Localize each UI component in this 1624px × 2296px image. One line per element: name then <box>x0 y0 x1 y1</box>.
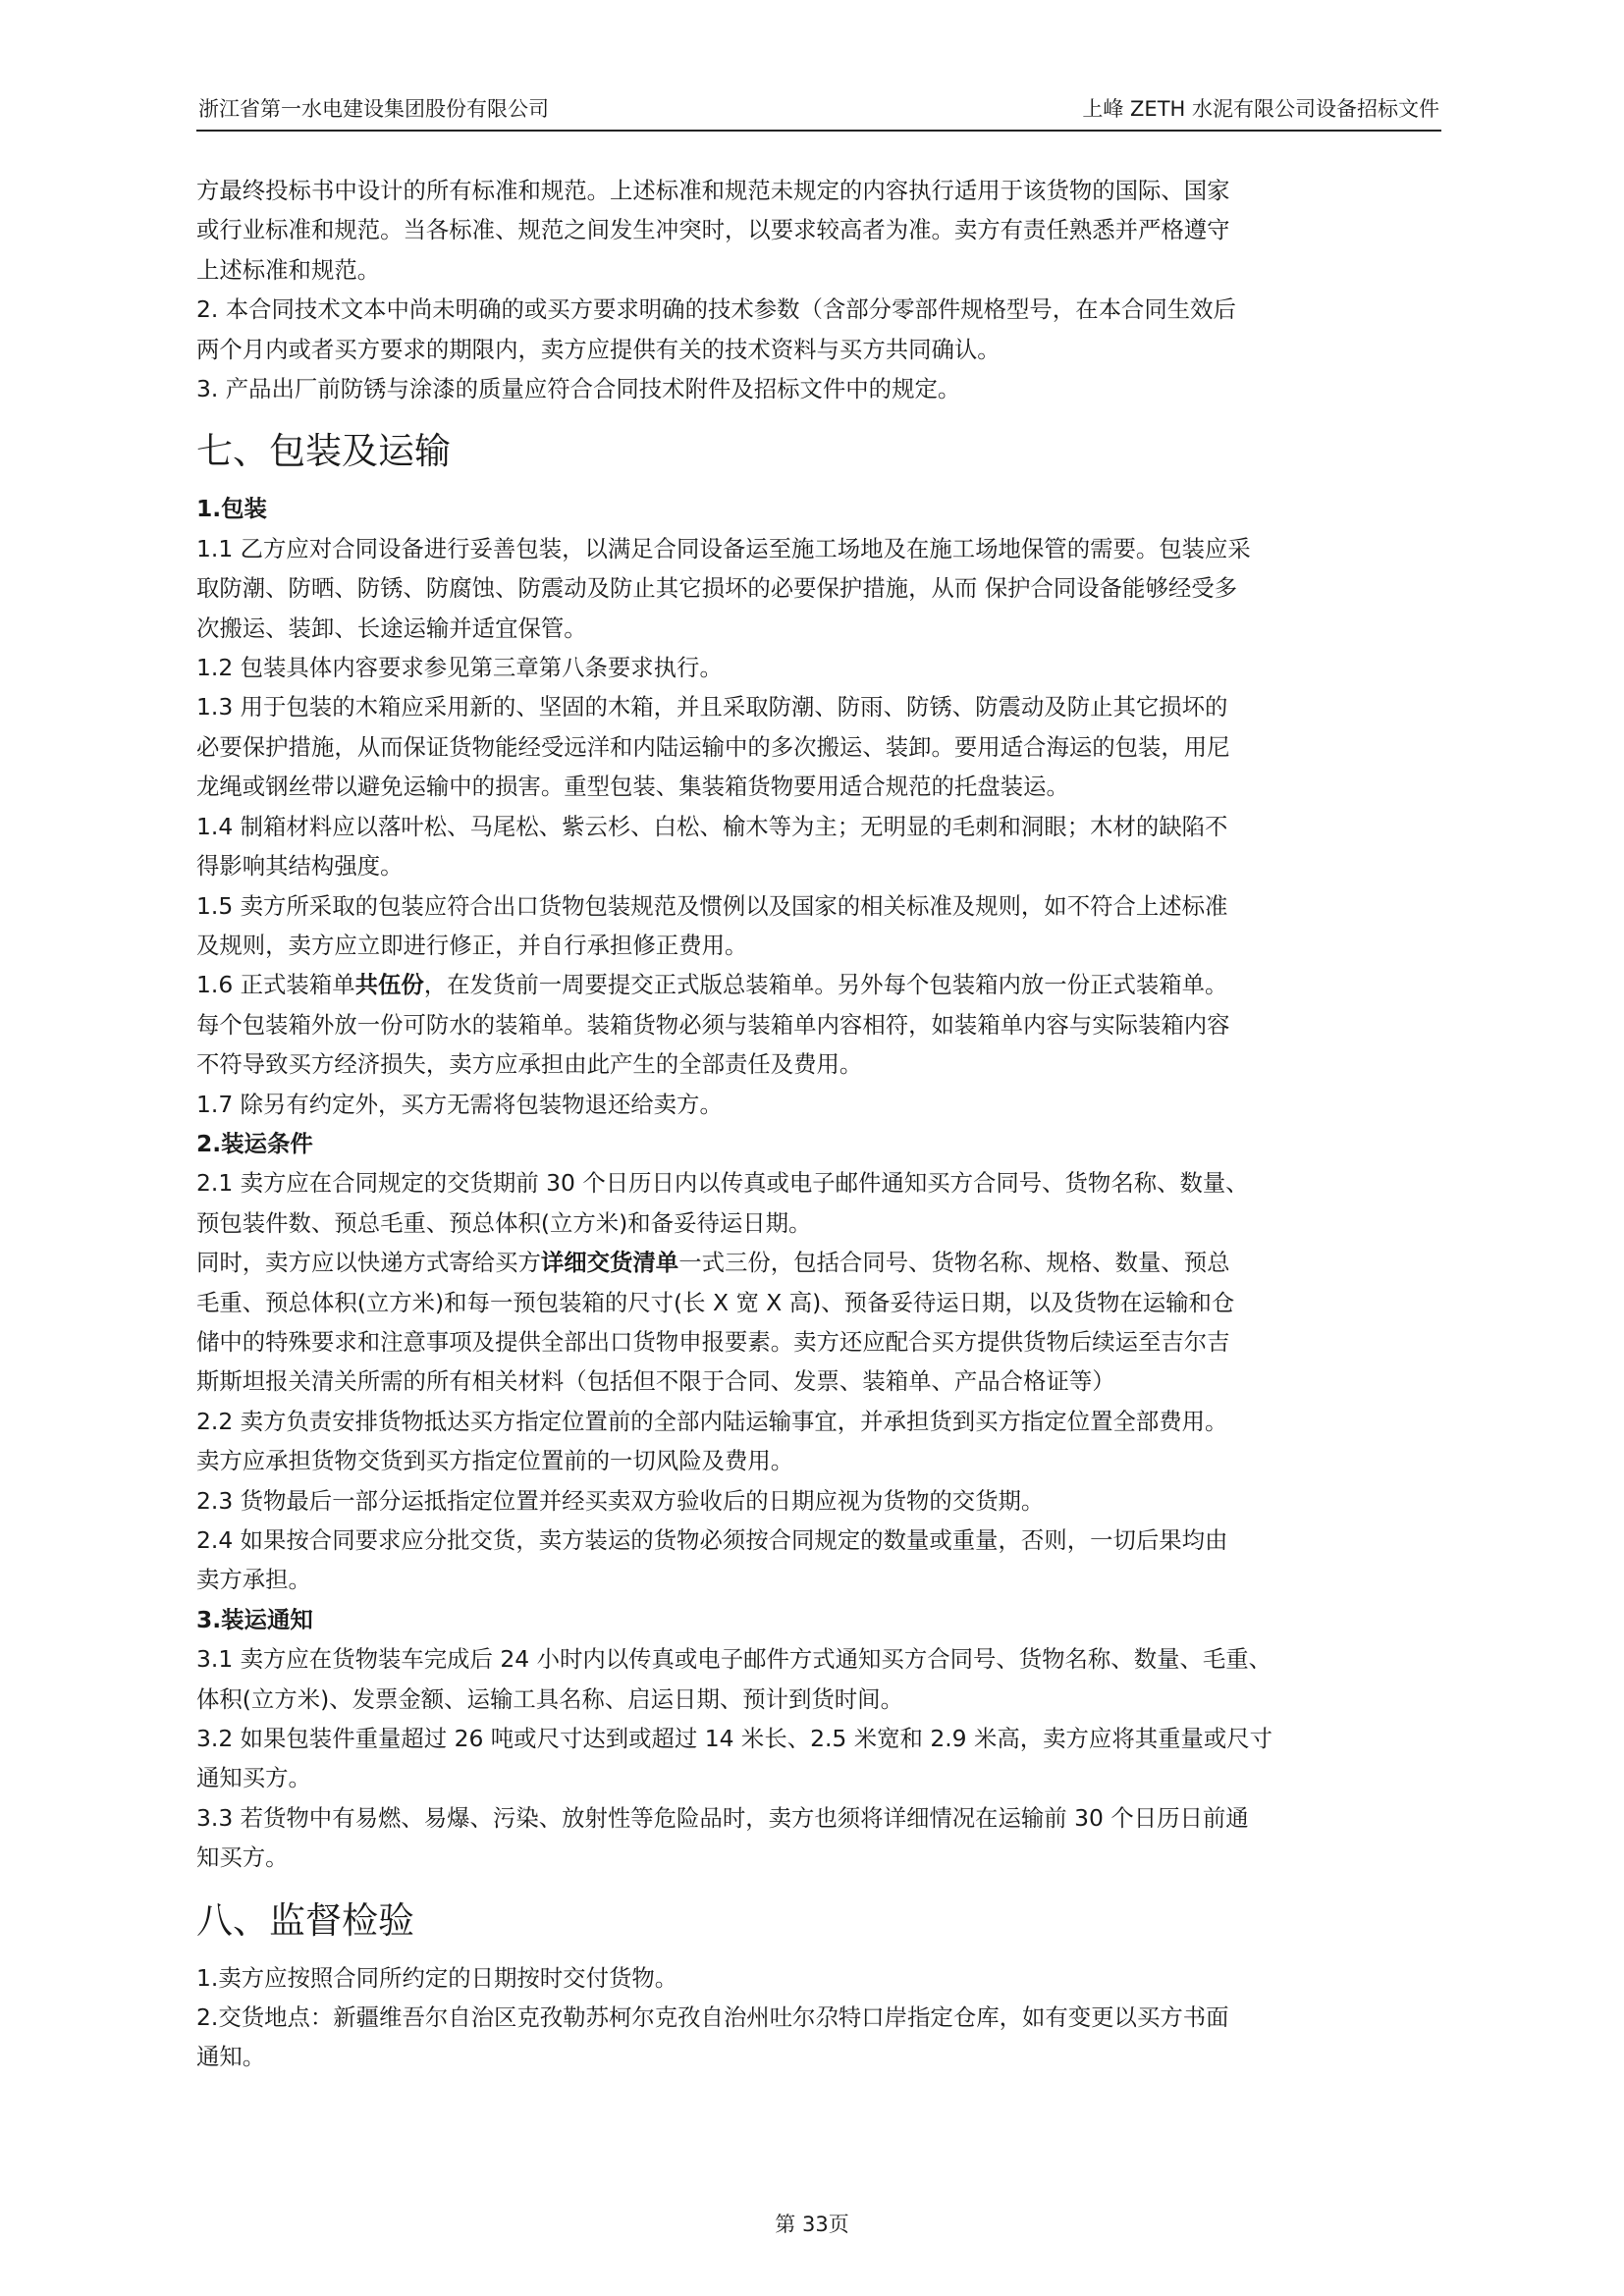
paragraph-line: 次搬运、装卸、长途运输并适宜保管。 <box>196 614 587 642</box>
paragraph-line: 卖方应承担货物交货到买方指定位置前的一切风险及费用。 <box>196 1447 794 1475</box>
paragraph-line: 必要保护措施，从而保证货物能经受远洋和内陆运输中的多次搬运、装卸。要用适合海运的包装，用尼 <box>196 732 1230 761</box>
paragraph-line: 不符导致买方经济损失，卖方应承担由此产生的全部责任及费用。 <box>196 1050 863 1079</box>
header-company: 浙江省第一水电建设集团股份有限公司 <box>198 97 549 121</box>
paragraph-line: 2.交货地点：新疆维吾尔自治区克孜勒苏柯尔克孜自治州吐尔尕特口岸指定仓库，如有变更以买方书面 <box>196 2003 1229 2032</box>
paragraph-line: 知买方。 <box>196 1843 289 1872</box>
paragraph-line: 储中的特殊要求和注意事项及提供全部出口货物申报要素。卖方还应配合买方提供货物后续运至吉尔吉 <box>196 1327 1230 1356</box>
text-run: 1.6 正式装箱单 <box>196 971 355 999</box>
paragraph-line: 2.3 货物最后一部分运抵指定位置并经买卖双方验收后的日期应视为货物的交货期。 <box>196 1486 1045 1515</box>
paragraph-line: 1.7 除另有约定外，买方无需将包装物退还给卖方。 <box>196 1090 723 1118</box>
paragraph-line: 及规则，卖方应立即进行修正，并自行承担修正费用。 <box>196 931 748 959</box>
paragraph-line <box>196 1243 1441 1282</box>
paragraph-line: 1.3 用于包装的木箱应采用新的、坚固的木箱，并且采取防潮、防雨、防锈、防震动及防止其它损坏的 <box>196 693 1228 721</box>
page-number: 第 33页 <box>775 2213 849 2236</box>
paragraph-line: 1.2 包装具体内容要求参见第三章第八条要求执行。 <box>196 654 723 682</box>
paragraph-line: 3.1 卖方应在货物装车完成后 24 小时内以传真或电子邮件方式通知买方合同号、货物名称、数量、毛重、 <box>196 1645 1272 1674</box>
bold-text: 详细交货清单 <box>540 1249 679 1277</box>
paragraph-line: 方最终投标书中设计的所有标准和规范。上述标准和规范未规定的内容执行适用于该货物的国际、国家 <box>196 177 1230 204</box>
paragraph-line: 斯斯坦报关清关所需的所有相关材料（包括但不限于合同、发票、装箱单、产品合格证等） <box>196 1367 1115 1396</box>
header-document-title: 上峰 ZETH 水泥有限公司设备招标文件 <box>1082 97 1439 121</box>
paragraph-line: 龙绳或钢丝带以避免运输中的损害。重型包装、集装箱货物要用适合规范的托盘装运。 <box>196 773 1069 801</box>
paragraph-line: 卖方承担。 <box>196 1566 311 1594</box>
paragraph-line: 体积(立方米)、发票金额、运输工具名称、启运日期、预计到货时间。 <box>196 1684 903 1713</box>
paragraph-line: 1.1 乙方应对合同设备进行妥善包装，以满足合同设备运至施工场地及在施工场地保管的需要。包装应采 <box>196 534 1251 562</box>
text-run: ，在发货前一周要提交正式版总装箱单。另外每个包装箱内放一份正式装箱单。 <box>423 971 1228 999</box>
paragraph-line: 1.4 制箱材料应以落叶松、马尾松、紫云杉、白松、榆木等为主；无明显的毛刺和洞眼；木材的缺陷不 <box>196 812 1228 840</box>
paragraph-line: 每个包装箱外放一份可防水的装箱单。装箱货物必须与装箱单内容相符，如装箱单内容与实际装箱内容 <box>196 1010 1230 1039</box>
bold-text: 共伍份 <box>354 971 424 999</box>
paragraph-line: 或行业标准和规范。当各标准、规范之间发生冲突时，以要求较高者为准。卖方有责任熟悉并严格遵守 <box>196 216 1230 244</box>
text-run: 一式三份，包括合同号、货物名称、规格、数量、预总 <box>678 1249 1230 1277</box>
paragraph-line: 3.2 如果包装件重量超过 26 吨或尺寸达到或超过 14 米长、2.5 米宽和 2.9 米高，卖方应将其重量或尺寸 <box>196 1725 1273 1753</box>
section-heading-packaging: 七、包装及运输 <box>196 430 451 473</box>
section-heading-inspection: 八、监督检验 <box>196 1898 414 1942</box>
paragraph-line: 2.1 卖方应在合同规定的交货期前 30 个日历日内以传真或电子邮件通知买方合同号、货物名称、数量、 <box>196 1169 1249 1198</box>
paragraph-line: 3.3 若货物中有易燃、易爆、污染、放射性等危险品时，卖方也须将详细情况在运输前 30 个日历日前通 <box>196 1803 1249 1832</box>
subsection-heading-packing: 1.包装 <box>196 495 267 523</box>
subsection-heading-shipping-notice: 3.装运通知 <box>196 1605 313 1633</box>
paragraph-line: 2. 本合同技术文本中尚未明确的或买方要求明确的技术参数（含部分零部件规格型号，在本合同生效后 <box>196 295 1236 324</box>
paragraph-line: 通知买方。 <box>196 1764 311 1792</box>
paragraph-line: 3. 产品出厂前防锈与涂漆的质量应符合合同技术附件及招标文件中的规定。 <box>196 375 961 403</box>
paragraph-line: 2.2 卖方负责安排货物抵达买方指定位置前的全部内陆运输事宜，并承担货到买方指定位置全部费用。 <box>196 1407 1228 1435</box>
page-content <box>196 171 1441 2077</box>
paragraph-line: 两个月内或者买方要求的期限内，卖方应提供有关的技术资料与买方共同确认。 <box>196 335 1001 363</box>
paragraph-line: 通知。 <box>196 2043 266 2071</box>
paragraph-line: 取防潮、防晒、防锈、防腐蚀、防震动及防止其它损坏的必要保护措施，从而 保护合同设备能够经受多 <box>196 574 1238 603</box>
paragraph-line: 1.卖方应按照合同所约定的日期按时交付货物。 <box>196 1963 678 1992</box>
page-header <box>196 94 1441 132</box>
paragraph-line <box>196 965 1441 1004</box>
text-run: 同时，卖方应以快递方式寄给买方 <box>196 1249 541 1277</box>
paragraph-line: 1.5 卖方所采取的包装应符合出口货物包装规范及惯例以及国家的相关标准及规则，如不符合上述标准 <box>196 891 1228 920</box>
paragraph-line: 2.4 如果按合同要求应分批交货，卖方装运的货物必须按合同规定的数量或重量，否则，一切后果均由 <box>196 1526 1228 1554</box>
paragraph-line: 得影响其结构强度。 <box>196 852 404 881</box>
paragraph-line: 毛重、预总体积(立方米)和每一预包装箱的尺寸(长 X 宽 X 高)、预备妥待运日期，以及货物在运输和仓 <box>196 1288 1235 1316</box>
subsection-heading-shipment: 2.装运条件 <box>196 1129 313 1157</box>
paragraph-line: 上述标准和规范。 <box>196 255 381 284</box>
paragraph-line: 预包装件数、预总毛重、预总体积(立方米)和备妥待运日期。 <box>196 1208 812 1237</box>
